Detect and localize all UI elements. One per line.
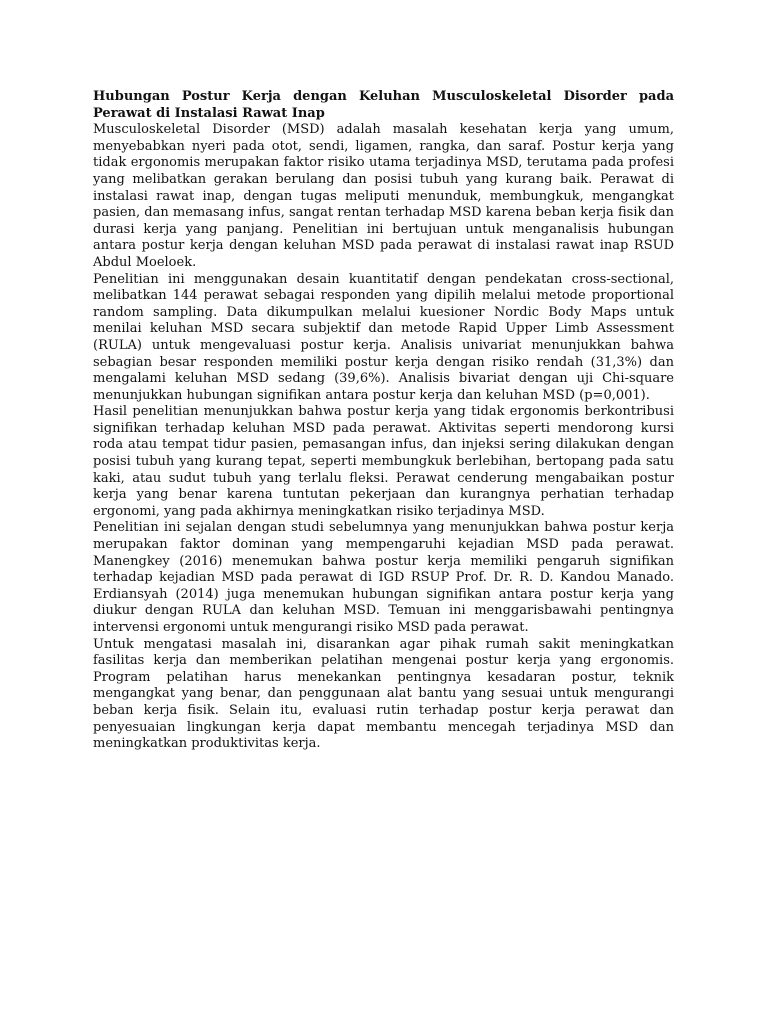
- document-page: [93, 89, 674, 753]
- paragraph-results: Hasil penelitian menunjukkan bahwa postur kerja yang tidak ergonomis berkontribusi signifikan terhadap keluhan MSD pada perawat. Aktivitas seperti mendorong kursi roda atau tempat tidur pasien, pemasangan infus, dan injeksi sering dilakukan dengan posisi tubuh yang kurang tepat, seperti membungkuk berlebihan, bertopang pada satu kaki, atau sudut tubuh yang terlalu fleksi. Perawat cenderung mengabaikan postur kerja yang benar karena tuntutan pekerjaan dan kurangnya perhatian terhadap ergonomi, yang pada akhirnya meningkatkan risiko terjadinya MSD.: [93, 404, 674, 519]
- paragraph-introduction: Musculoskeletal Disorder (MSD) adalah masalah kesehatan kerja yang umum, menyebabkan nyeri pada otot, sendi, ligamen, rangka, dan saraf. Postur kerja yang tidak ergonomis merupakan faktor risiko utama terjadinya MSD, terutama pada profesi yang melibatkan gerakan berulang dan posisi tubuh yang kurang baik. Perawat di instalasi rawat inap, dengan tugas meliputi menunduk, membungkuk, mengangkat pasien, dan memasang infus, sangat rentan terhadap MSD karena beban kerja fisik dan durasi kerja yang panjang. Penelitian ini bertujuan untuk menganalisis hubungan antara postur kerja dengan keluhan MSD pada perawat di instalasi rawat inap RSUD Abdul Moeloek.: [93, 122, 674, 270]
- paragraph-methods: Penelitian ini menggunakan desain kuantitatif dengan pendekatan cross-sectional, melibatkan 144 perawat sebagai responden yang dipilih melalui metode proportional random sampling. Data dikumpulkan melalui kuesioner Nordic Body Maps untuk menilai keluhan MSD secara subjektif dan metode Rapid Upper Limb Assessment (RULA) untuk mengevaluasi postur kerja. Analisis univariat menunjukkan bahwa sebagian besar responden memiliki postur kerja dengan risiko rendah (31,3%) dan mengalami keluhan MSD sedang (39,6%). Analisis bivariat dengan uji Chi-square menunjukkan hubungan signifikan antara postur kerja dan keluhan MSD (p=0,001).: [93, 271, 674, 403]
- paragraph-recommendation: Untuk mengatasi masalah ini, disarankan agar pihak rumah sakit meningkatkan fasilitas kerja dan memberikan pelatihan mengenai postur kerja yang ergonomis. Program pelatihan harus menekankan pentingnya kesadaran postur, teknik mengangkat yang benar, dan penggunaan alat bantu yang sesuai untuk mengurangi beban kerja fisik. Selain itu, evaluasi rutin terhadap postur kerja perawat dan penyesuaian lingkungan kerja dapat membantu mencegah terjadinya MSD dan meningkatkan produktivitas kerja.: [93, 636, 674, 752]
- paragraph-discussion: Penelitian ini sejalan dengan studi sebelumnya yang menunjukkan bahwa postur kerja merupakan faktor dominan yang mempengaruhi kejadian MSD pada perawat. Manengkey (2016) menemukan bahwa postur kerja memiliki pengaruh signifikan terhadap kejadian MSD pada perawat di IGD RSUP Prof. Dr. R. D. Kandou Manado. Erdiansyah (2014) juga menemukan hubungan signifikan antara postur kerja yang diukur dengan RULA dan keluhan MSD. Temuan ini menggarisbawahi pentingnya intervensi ergonomi untuk mengurangi risiko MSD pada perawat.: [93, 520, 674, 635]
- document-title: Hubungan Postur Kerja dengan Keluhan Musculoskeletal Disorder pada Perawat di Instalasi Rawat Inap: [93, 89, 674, 121]
